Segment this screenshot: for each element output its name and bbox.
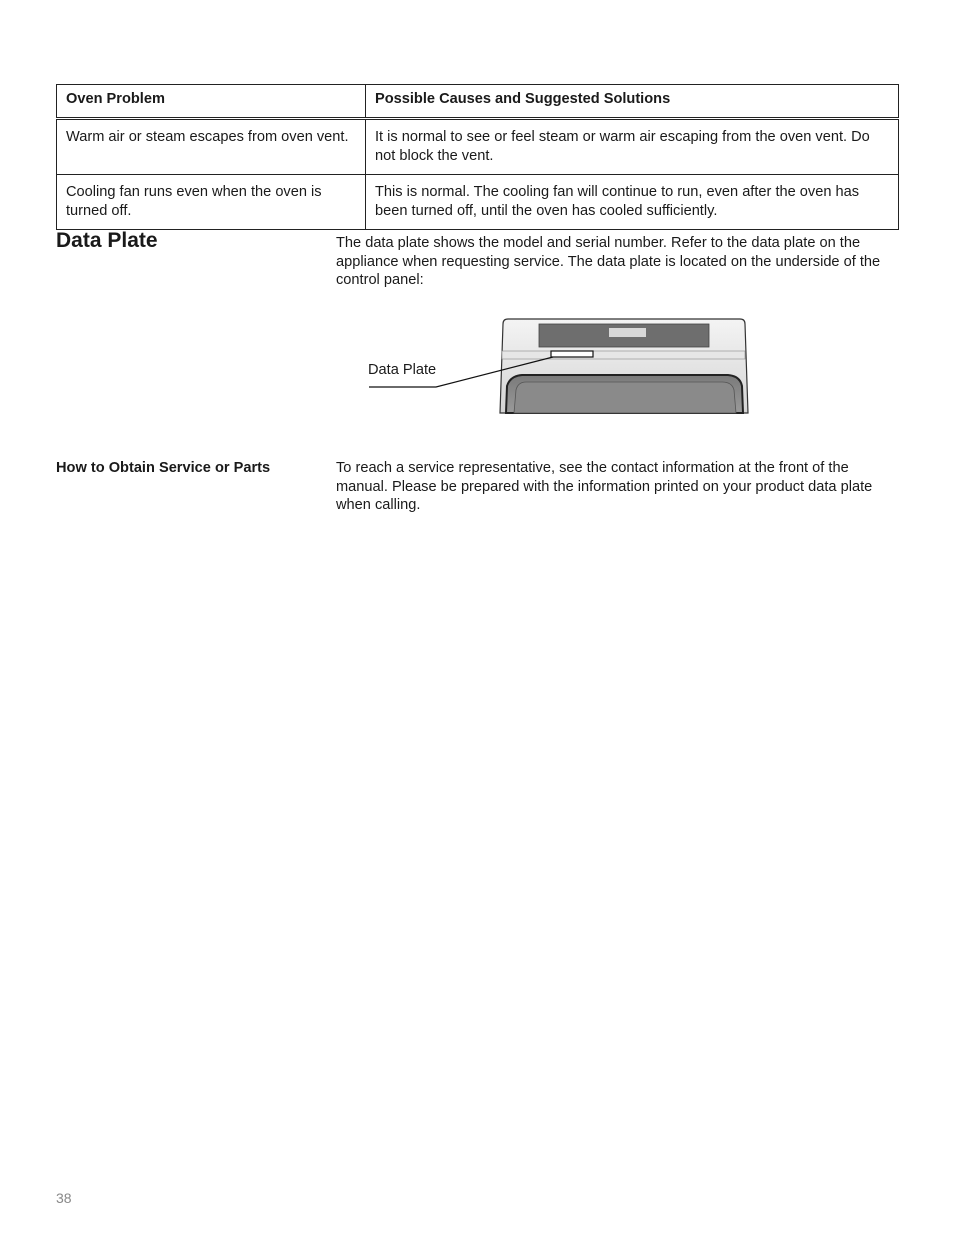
data-plate-description: The data plate shows the model and serial number. Refer to the data plate on the appliance when requesting service. The data plate is located on the underside of the control panel: xyxy=(336,235,881,288)
data-plate-marker xyxy=(551,351,593,357)
table-row xyxy=(57,175,899,230)
table-row xyxy=(57,119,899,175)
header-oven-problem: Oven Problem xyxy=(57,85,366,119)
table-header-row xyxy=(57,85,899,119)
solution-cell: It is normal to see or feel steam or warm air escaping from the oven vent. Do not block the vent. xyxy=(366,119,899,175)
data-plate-callout-label: Data Plate xyxy=(368,362,437,378)
solution-cell: This is normal. The cooling fan will continue to run, even after the oven has been turned off, until the oven has cooled sufficiently. xyxy=(366,175,899,230)
service-heading: How to Obtain Service or Parts xyxy=(56,460,271,476)
troubleshooting-table xyxy=(56,84,899,230)
service-description: To reach a service representative, see the contact information at the front of the manual. Please be prepared with the information printed on your product data plate when calling. xyxy=(336,460,873,513)
display-window xyxy=(609,328,646,337)
problem-cell: Warm air or steam escapes from oven vent. xyxy=(57,119,366,175)
panel-underside xyxy=(502,351,745,359)
header-causes-solutions: Possible Causes and Suggested Solutions xyxy=(366,85,899,119)
data-plate-heading: Data Plate xyxy=(56,229,158,252)
page-number: 38 xyxy=(56,1190,72,1206)
problem-cell: Cooling fan runs even when the oven is turned off. xyxy=(57,175,366,230)
